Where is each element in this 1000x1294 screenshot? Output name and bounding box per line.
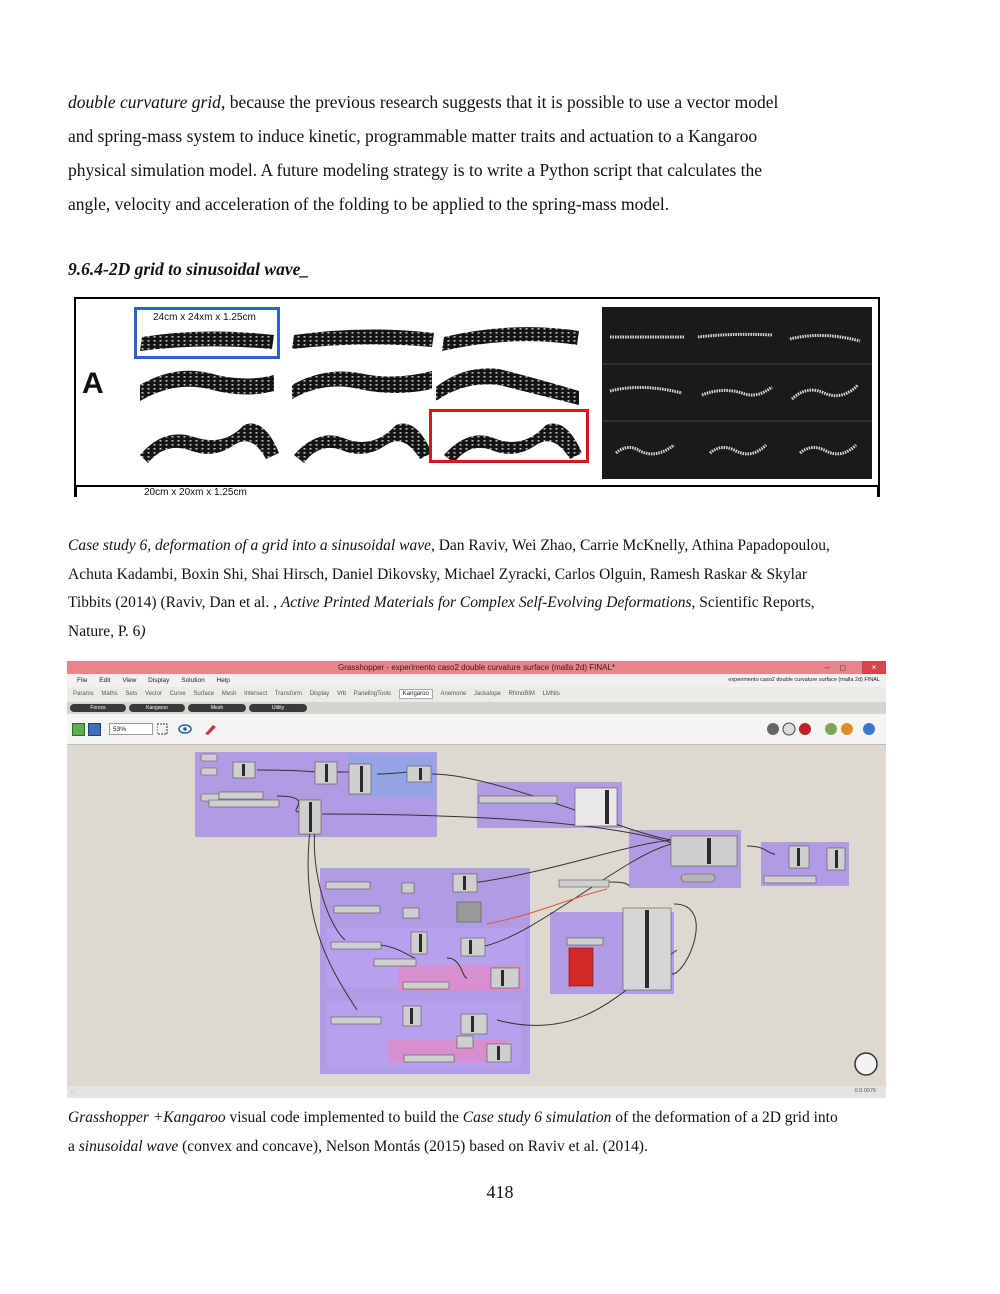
caption2-italic-b: Case study 6 simulation: [462, 1109, 612, 1126]
paragraph-line-3: physical simulation model. A future modeling strategy is to write a Python script that calculates the: [68, 160, 763, 180]
caption-ref-c: Nature, P. 6: [68, 622, 141, 640]
red-component: [569, 948, 593, 986]
red-highlight-box: [429, 409, 589, 463]
canvas-tools: [157, 722, 227, 736]
sample-r1-c3: [442, 327, 579, 351]
tab-maths[interactable]: Maths: [101, 691, 118, 697]
paragraph-line-1: , because the previous research suggests that it is possible to use a vector model: [220, 92, 779, 112]
window-title: Grasshopper - experimento caso2 double curvature surface (malla 2d) FINAL*: [67, 661, 886, 674]
caption2-text-d: (convex and concave), Nelson Montás (2015) based on Raviv et al. (2014).: [178, 1137, 648, 1155]
status-version: 0.9.0076: [854, 1088, 876, 1094]
status-left: ..: [71, 1088, 75, 1094]
caption2-text-b: of the deformation of a 2D grid into: [611, 1109, 838, 1126]
menu-file[interactable]: File: [77, 677, 88, 684]
bottom-dimension-label: 20cm x 20xm x 1.25cm: [144, 487, 247, 498]
panel-mesh[interactable]: Mesh: [188, 704, 246, 712]
lock-solver-icon: [767, 723, 779, 735]
paragraph-line-2: and spring-mass system to induce kinetic, programmable matter traits and actuation to a Kangaroo: [68, 126, 758, 146]
tab-anemone[interactable]: Anemone: [440, 691, 467, 697]
page-number: 418: [486, 1182, 514, 1202]
zoom-dropdown[interactable]: 53%: [109, 723, 153, 735]
top-dimension-label: 24cm x 24xm x 1.25cm: [153, 312, 256, 323]
document-name: experimento caso2 double curvature surface (malla 2d) FINAL: [728, 677, 880, 683]
tab-vector[interactable]: Vector: [145, 691, 163, 697]
caption2-italic-c: sinusoidal wave: [78, 1137, 179, 1155]
caption-ref-a: Tibbits (2014) (Raviv, Dan et al. ,: [68, 594, 281, 611]
caption-ref-title: Active Printed Materials for Complex Self-Evolving Deformations: [280, 594, 692, 611]
caption2-text-a: visual code implemented to build the: [225, 1109, 463, 1126]
sample-r2-c1: [140, 371, 274, 401]
simulation-renders: [602, 307, 872, 479]
caption2-italic-a: Grasshopper +Kangaroo: [68, 1109, 226, 1126]
figure-sinusoidal-wave-samples: [74, 297, 880, 501]
tab-curve[interactable]: Curve: [169, 691, 186, 697]
caption-authors-a: Dan Raviv, Wei Zhao, Carrie McKnelly, Athina Papadopoulou,: [434, 537, 830, 554]
section-heading: 9.6.4-2D grid to sinusoidal wave_: [68, 259, 310, 279]
panel-utility[interactable]: Utility: [249, 704, 307, 712]
caption2-text-c: a: [68, 1137, 79, 1155]
zoom-extents-icon: [157, 724, 167, 734]
caption-italic-lead: Case study 6, deformation of a grid into a sinusoidal wave,: [68, 537, 435, 554]
menu-solution[interactable]: Solution: [181, 677, 205, 684]
component-tabs: [67, 687, 886, 702]
selected-preview-icon: [863, 723, 875, 735]
tab-rhinobim[interactable]: RhinoBIM: [508, 691, 535, 697]
menu-help[interactable]: Help: [216, 677, 230, 684]
blue-highlight-box: [134, 307, 280, 359]
menu-edit[interactable]: Edit: [99, 677, 111, 684]
figure-base-bracket: [74, 485, 880, 497]
menu-display[interactable]: Display: [148, 677, 170, 684]
tab-sets[interactable]: Sets: [125, 691, 138, 697]
tab-panelingtools[interactable]: PanelingTools: [353, 691, 392, 697]
body-paragraph: [68, 85, 898, 221]
tab-surface[interactable]: Surface: [193, 691, 215, 697]
sample-r2-c3: [436, 368, 579, 405]
recompute-icon: [799, 723, 811, 735]
sample-r3-c1: [140, 424, 279, 463]
sketch-pen-icon: [205, 725, 216, 735]
tab-display[interactable]: Display: [309, 691, 330, 697]
node-graph: [67, 744, 886, 1086]
menu-bar: [67, 674, 886, 687]
italic-term: double curvature grid: [68, 92, 221, 112]
simulation-renders-panel: [602, 307, 872, 479]
sample-r3-c2: [294, 424, 432, 463]
tab-vrb[interactable]: Vrb: [336, 691, 347, 697]
figure-caption-2: [68, 1104, 898, 1161]
disable-preview-icon: [783, 723, 795, 735]
open-file-icon[interactable]: [72, 723, 85, 736]
panel-forces[interactable]: Forces: [70, 704, 126, 712]
restore-button[interactable]: ◻: [839, 663, 856, 672]
preview-mode-icons: [765, 721, 885, 737]
tab-lmnts[interactable]: LMNts: [542, 691, 560, 697]
tab-params[interactable]: Params: [73, 691, 94, 697]
shaded-preview-icon: [841, 723, 853, 735]
close-button[interactable]: ×: [862, 661, 886, 674]
window-controls[interactable]: [825, 661, 856, 674]
minimize-button[interactable]: –: [824, 663, 840, 672]
sub-panel-bar: [67, 702, 886, 714]
grasshopper-window: [67, 661, 886, 1098]
canvas-toolbar: [67, 714, 886, 745]
figure-frame: [74, 297, 880, 487]
menu-view[interactable]: View: [122, 677, 137, 684]
sample-r1-c2: [292, 329, 434, 349]
tab-intersect[interactable]: Intersect: [244, 691, 268, 697]
save-file-icon[interactable]: [88, 723, 101, 736]
wireframe-preview-icon: [825, 723, 837, 735]
caption-authors-b: Achuta Kadambi, Boxin Shi, Shai Hirsch, Daniel Dikovsky, Michael Zyracki, Carlos Olguin, Ramesh Raskar & Skylar: [68, 565, 807, 583]
tab-jackalope[interactable]: Jackalope: [473, 691, 501, 697]
panel-label: A: [82, 367, 104, 400]
panel-kangaroo[interactable]: Kangaroo: [129, 704, 185, 712]
tab-transform[interactable]: Transform: [274, 691, 302, 697]
navigation-compass-icon: [855, 1053, 877, 1075]
status-bar: [67, 1086, 886, 1098]
caption-ref-b: , Scientific Reports,: [691, 594, 815, 611]
sample-r2-c2: [292, 371, 432, 399]
caption-ref-close: ): [140, 622, 146, 640]
figure-caption-1: [68, 532, 898, 646]
tab-mesh[interactable]: Mesh: [221, 691, 237, 697]
paragraph-line-4: angle, velocity and acceleration of the folding to be applied to the spring-mass model.: [68, 194, 670, 214]
tab-kangaroo[interactable]: Kangaroo: [399, 689, 433, 699]
node-canvas[interactable]: [67, 744, 886, 1086]
